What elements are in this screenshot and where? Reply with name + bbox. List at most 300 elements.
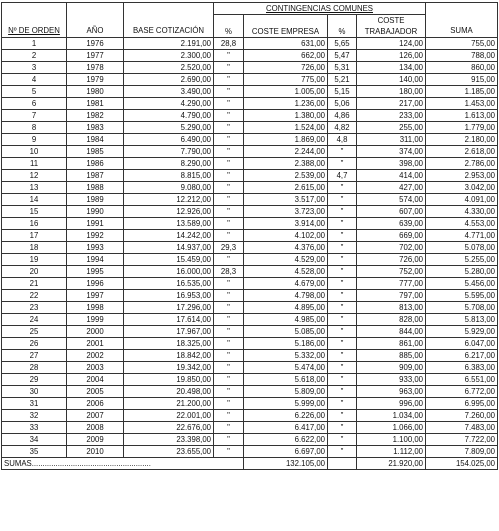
cell-coste-empresa: 775,00 (244, 74, 328, 86)
cell-suma: 1.779,00 (426, 122, 498, 134)
cell-coste-empresa: 3.517,00 (244, 194, 328, 206)
cell-coste-trabajador: 639,00 (357, 218, 426, 230)
cell-orden: 4 (2, 74, 67, 86)
cell-pct-empresa: " (214, 206, 244, 218)
cell-orden: 32 (2, 410, 67, 422)
cell-pct-trabajador: " (328, 302, 357, 314)
cell-suma: 5.595,00 (426, 290, 498, 302)
cell-pct-trabajador: " (328, 326, 357, 338)
cell-base: 2.300,00 (124, 50, 214, 62)
cell-pct-empresa: " (214, 74, 244, 86)
cell-pct-trabajador: " (328, 206, 357, 218)
cell-pct-empresa: " (214, 218, 244, 230)
table-row (2, 86, 498, 98)
cell-coste-empresa: 2.539,00 (244, 170, 328, 182)
cell-anio: 2010 (67, 446, 124, 458)
cell-pct-empresa: " (214, 386, 244, 398)
table-row (2, 314, 498, 326)
cell-coste-trabajador: 752,00 (357, 266, 426, 278)
cell-anio: 1982 (67, 110, 124, 122)
cell-coste-empresa: 5.085,00 (244, 326, 328, 338)
cell-base: 8.290,00 (124, 158, 214, 170)
cell-pct-trabajador: " (328, 446, 357, 458)
cell-base: 12.926,00 (124, 206, 214, 218)
cell-coste-empresa: 3.723,00 (244, 206, 328, 218)
cell-anio: 1987 (67, 170, 124, 182)
cell-coste-empresa: 5.999,00 (244, 398, 328, 410)
cell-suma: 4.091,00 (426, 194, 498, 206)
cell-suma: 6.383,00 (426, 362, 498, 374)
cell-coste-trabajador: 797,00 (357, 290, 426, 302)
cell-orden: 29 (2, 374, 67, 386)
cell-base: 15.459,00 (124, 254, 214, 266)
cell-coste-trabajador: 1.034,00 (357, 410, 426, 422)
cell-base: 17.967,00 (124, 326, 214, 338)
cell-base: 22.676,00 (124, 422, 214, 434)
cell-pct-trabajador: " (328, 194, 357, 206)
cell-orden: 19 (2, 254, 67, 266)
cell-pct-trabajador: 4,8 (328, 134, 357, 146)
cell-suma: 6.551,00 (426, 374, 498, 386)
cell-anio: 2005 (67, 386, 124, 398)
contingencias-sheet (1, 2, 498, 470)
cell-pct-trabajador: " (328, 290, 357, 302)
cell-base: 17.296,00 (124, 302, 214, 314)
cell-coste-trabajador: 374,00 (357, 146, 426, 158)
table-row (2, 62, 498, 74)
cell-pct-trabajador: " (328, 434, 357, 446)
cell-coste-trabajador: 861,00 (357, 338, 426, 350)
cell-base: 2.690,00 (124, 74, 214, 86)
table-row (2, 326, 498, 338)
cell-pct-trabajador: 5,21 (328, 74, 357, 86)
cell-orden: 14 (2, 194, 67, 206)
total-coste-trabajador: 21.920,00 (357, 458, 426, 470)
cell-orden: 17 (2, 230, 67, 242)
table-row (2, 182, 498, 194)
cell-pct-empresa: " (214, 362, 244, 374)
cell-base: 8.815,00 (124, 170, 214, 182)
cell-coste-trabajador: 777,00 (357, 278, 426, 290)
cell-base: 2.520,00 (124, 62, 214, 74)
col-header-pct-trabajador: % (328, 15, 357, 38)
table-row (2, 74, 498, 86)
cell-pct-empresa: " (214, 194, 244, 206)
cell-pct-empresa: " (214, 326, 244, 338)
cell-base: 3.490,00 (124, 86, 214, 98)
table-row (2, 158, 498, 170)
cell-coste-trabajador: 134,00 (357, 62, 426, 74)
cell-anio: 2004 (67, 374, 124, 386)
cell-coste-empresa: 1.869,00 (244, 134, 328, 146)
table-row (2, 218, 498, 230)
cell-coste-trabajador: 828,00 (357, 314, 426, 326)
cell-base: 17.614,00 (124, 314, 214, 326)
cell-coste-empresa: 6.417,00 (244, 422, 328, 434)
cell-orden: 31 (2, 398, 67, 410)
cell-pct-empresa: " (214, 374, 244, 386)
cell-anio: 1988 (67, 182, 124, 194)
cell-suma: 1.453,00 (426, 98, 498, 110)
cell-coste-trabajador: 1.100,00 (357, 434, 426, 446)
cell-anio: 1994 (67, 254, 124, 266)
cell-pct-empresa: " (214, 170, 244, 182)
cell-pct-empresa: " (214, 86, 244, 98)
cell-base: 7.790,00 (124, 146, 214, 158)
table-row (2, 266, 498, 278)
cell-coste-trabajador: 124,00 (357, 38, 426, 50)
cell-pct-trabajador: " (328, 254, 357, 266)
cell-base: 4.290,00 (124, 98, 214, 110)
table-body (2, 38, 498, 458)
cell-orden: 26 (2, 338, 67, 350)
cell-pct-trabajador: " (328, 398, 357, 410)
cell-base: 16.000,00 (124, 266, 214, 278)
cell-coste-trabajador: 702,00 (357, 242, 426, 254)
cell-coste-empresa: 5.186,00 (244, 338, 328, 350)
cell-anio: 2009 (67, 434, 124, 446)
cell-anio: 2000 (67, 326, 124, 338)
cell-suma: 5.456,00 (426, 278, 498, 290)
cell-pct-empresa: " (214, 434, 244, 446)
cell-coste-trabajador: 844,00 (357, 326, 426, 338)
cell-pct-empresa: " (214, 278, 244, 290)
cell-anio: 2002 (67, 350, 124, 362)
table-row (2, 374, 498, 386)
cell-pct-trabajador: " (328, 338, 357, 350)
cell-orden: 23 (2, 302, 67, 314)
cell-orden: 15 (2, 206, 67, 218)
cell-pct-empresa: " (214, 302, 244, 314)
cell-pct-empresa: " (214, 410, 244, 422)
cell-orden: 18 (2, 242, 67, 254)
totals-label: SUMAS....................................................... (2, 458, 244, 470)
cell-orden: 30 (2, 386, 67, 398)
cell-suma: 2.180,00 (426, 134, 498, 146)
col-header-coste-trabajador: COSTE TRABAJADOR (357, 15, 426, 38)
cell-orden: 28 (2, 362, 67, 374)
cell-pct-empresa: " (214, 158, 244, 170)
table-row (2, 290, 498, 302)
cell-coste-empresa: 2.388,00 (244, 158, 328, 170)
cell-anio: 2001 (67, 338, 124, 350)
cell-coste-trabajador: 909,00 (357, 362, 426, 374)
cell-coste-trabajador: 726,00 (357, 254, 426, 266)
cell-coste-trabajador: 427,00 (357, 182, 426, 194)
table-row (2, 170, 498, 182)
cell-coste-empresa: 662,00 (244, 50, 328, 62)
table-row (2, 254, 498, 266)
cell-pct-trabajador: 4,86 (328, 110, 357, 122)
cell-suma: 2.618,00 (426, 146, 498, 158)
cell-pct-trabajador: " (328, 158, 357, 170)
cell-coste-empresa: 1.524,00 (244, 122, 328, 134)
cell-suma: 5.280,00 (426, 266, 498, 278)
col-header-coste-empresa: COSTE EMPRESA (244, 15, 328, 38)
cell-suma: 5.929,00 (426, 326, 498, 338)
cell-anio: 1992 (67, 230, 124, 242)
cell-coste-trabajador: 233,00 (357, 110, 426, 122)
col-header-base: BASE COTIZACIÓN (124, 3, 214, 38)
table-row (2, 38, 498, 50)
cell-coste-empresa: 726,00 (244, 62, 328, 74)
cell-base: 18.325,00 (124, 338, 214, 350)
cell-suma: 7.722,00 (426, 434, 498, 446)
cell-suma: 788,00 (426, 50, 498, 62)
totals-row (2, 458, 498, 470)
cell-pct-empresa: " (214, 446, 244, 458)
cell-pct-trabajador: " (328, 146, 357, 158)
table-row (2, 230, 498, 242)
header-row-top (2, 3, 498, 15)
cell-suma: 860,00 (426, 62, 498, 74)
cell-coste-empresa: 4.679,00 (244, 278, 328, 290)
cell-coste-empresa: 4.985,00 (244, 314, 328, 326)
table-row (2, 410, 498, 422)
table-row (2, 434, 498, 446)
cell-pct-trabajador: " (328, 242, 357, 254)
cell-pct-empresa: " (214, 110, 244, 122)
contingencias-table (1, 2, 498, 470)
cell-coste-empresa: 4.895,00 (244, 302, 328, 314)
cell-coste-empresa: 6.226,00 (244, 410, 328, 422)
cell-pct-empresa: 28,8 (214, 38, 244, 50)
cell-coste-trabajador: 885,00 (357, 350, 426, 362)
cell-pct-empresa: " (214, 290, 244, 302)
cell-base: 16.535,00 (124, 278, 214, 290)
cell-anio: 1998 (67, 302, 124, 314)
total-coste-empresa: 132.105,00 (244, 458, 328, 470)
cell-orden: 21 (2, 278, 67, 290)
table-row (2, 302, 498, 314)
cell-orden: 9 (2, 134, 67, 146)
cell-suma: 6.217,00 (426, 350, 498, 362)
table-row (2, 446, 498, 458)
cell-base: 19.342,00 (124, 362, 214, 374)
cell-coste-empresa: 4.102,00 (244, 230, 328, 242)
col-header-orden: Nº DE ORDEN (2, 3, 67, 38)
cell-suma: 7.483,00 (426, 422, 498, 434)
cell-coste-trabajador: 180,00 (357, 86, 426, 98)
cell-orden: 7 (2, 110, 67, 122)
cell-pct-empresa: 28,3 (214, 266, 244, 278)
cell-pct-trabajador: 5,15 (328, 86, 357, 98)
table-row (2, 362, 498, 374)
cell-anio: 2007 (67, 410, 124, 422)
cell-coste-trabajador: 126,00 (357, 50, 426, 62)
cell-suma: 3.042,00 (426, 182, 498, 194)
table-row (2, 110, 498, 122)
cell-anio: 2003 (67, 362, 124, 374)
cell-pct-empresa: " (214, 230, 244, 242)
cell-base: 5.290,00 (124, 122, 214, 134)
cell-anio: 1997 (67, 290, 124, 302)
cell-pct-trabajador: 5,47 (328, 50, 357, 62)
cell-coste-trabajador: 1.066,00 (357, 422, 426, 434)
cell-anio: 1984 (67, 134, 124, 146)
cell-coste-empresa: 1.236,00 (244, 98, 328, 110)
cell-coste-trabajador: 996,00 (357, 398, 426, 410)
cell-pct-trabajador: 5,31 (328, 62, 357, 74)
cell-anio: 1989 (67, 194, 124, 206)
cell-suma: 5.813,00 (426, 314, 498, 326)
cell-pct-empresa: " (214, 254, 244, 266)
cell-coste-empresa: 631,00 (244, 38, 328, 50)
table-row (2, 134, 498, 146)
cell-coste-empresa: 4.798,00 (244, 290, 328, 302)
cell-coste-empresa: 5.618,00 (244, 374, 328, 386)
cell-orden: 35 (2, 446, 67, 458)
cell-coste-trabajador: 1.112,00 (357, 446, 426, 458)
cell-pct-empresa: " (214, 338, 244, 350)
cell-suma: 2.786,00 (426, 158, 498, 170)
table-row (2, 422, 498, 434)
cell-orden: 1 (2, 38, 67, 50)
cell-pct-trabajador: " (328, 278, 357, 290)
cell-orden: 3 (2, 62, 67, 74)
cell-suma: 4.330,00 (426, 206, 498, 218)
cell-suma: 7.260,00 (426, 410, 498, 422)
cell-anio: 1985 (67, 146, 124, 158)
cell-pct-trabajador: " (328, 218, 357, 230)
table-row (2, 386, 498, 398)
cell-coste-empresa: 2.615,00 (244, 182, 328, 194)
cell-base: 22.001,00 (124, 410, 214, 422)
cell-orden: 33 (2, 422, 67, 434)
cell-coste-trabajador: 574,00 (357, 194, 426, 206)
cell-base: 13.589,00 (124, 218, 214, 230)
cell-pct-trabajador: " (328, 374, 357, 386)
total-suma: 154.025,00 (426, 458, 498, 470)
table-row (2, 338, 498, 350)
cell-coste-trabajador: 963,00 (357, 386, 426, 398)
cell-pct-empresa: " (214, 398, 244, 410)
cell-suma: 4.553,00 (426, 218, 498, 230)
cell-base: 16.953,00 (124, 290, 214, 302)
total-empty-cell (328, 458, 357, 470)
cell-anio: 1996 (67, 278, 124, 290)
cell-suma: 6.772,00 (426, 386, 498, 398)
cell-anio: 1976 (67, 38, 124, 50)
cell-pct-empresa: " (214, 146, 244, 158)
cell-pct-empresa: " (214, 350, 244, 362)
group-header-contingencias: CONTINGENCIAS COMUNES (214, 3, 426, 15)
cell-coste-empresa: 1.005,00 (244, 86, 328, 98)
cell-coste-trabajador: 414,00 (357, 170, 426, 182)
cell-base: 14.242,00 (124, 230, 214, 242)
cell-coste-trabajador: 311,00 (357, 134, 426, 146)
cell-suma: 4.771,00 (426, 230, 498, 242)
cell-base: 21.200,00 (124, 398, 214, 410)
cell-pct-trabajador: " (328, 314, 357, 326)
cell-suma: 7.809,00 (426, 446, 498, 458)
cell-base: 14.937,00 (124, 242, 214, 254)
cell-pct-trabajador: 4,82 (328, 122, 357, 134)
table-row (2, 206, 498, 218)
cell-coste-trabajador: 217,00 (357, 98, 426, 110)
cell-pct-empresa: " (214, 182, 244, 194)
cell-pct-empresa: " (214, 422, 244, 434)
cell-orden: 5 (2, 86, 67, 98)
cell-base: 6.490,00 (124, 134, 214, 146)
cell-orden: 2 (2, 50, 67, 62)
cell-pct-trabajador: 5,65 (328, 38, 357, 50)
cell-anio: 1980 (67, 86, 124, 98)
table-row (2, 398, 498, 410)
cell-pct-trabajador: " (328, 230, 357, 242)
cell-coste-empresa: 4.529,00 (244, 254, 328, 266)
cell-anio: 1995 (67, 266, 124, 278)
cell-pct-empresa: " (214, 134, 244, 146)
cell-pct-trabajador: " (328, 410, 357, 422)
cell-coste-empresa: 4.376,00 (244, 242, 328, 254)
cell-coste-empresa: 4.528,00 (244, 266, 328, 278)
cell-pct-trabajador: " (328, 266, 357, 278)
cell-anio: 1993 (67, 242, 124, 254)
cell-suma: 1.185,00 (426, 86, 498, 98)
cell-base: 18.842,00 (124, 350, 214, 362)
cell-base: 20.498,00 (124, 386, 214, 398)
cell-coste-empresa: 3.914,00 (244, 218, 328, 230)
cell-coste-empresa: 6.697,00 (244, 446, 328, 458)
cell-orden: 25 (2, 326, 67, 338)
cell-coste-empresa: 5.474,00 (244, 362, 328, 374)
cell-orden: 20 (2, 266, 67, 278)
cell-anio: 1978 (67, 62, 124, 74)
cell-base: 2.191,00 (124, 38, 214, 50)
cell-orden: 11 (2, 158, 67, 170)
cell-anio: 1977 (67, 50, 124, 62)
cell-suma: 5.255,00 (426, 254, 498, 266)
cell-suma: 5.078,00 (426, 242, 498, 254)
cell-suma: 755,00 (426, 38, 498, 50)
cell-suma: 6.995,00 (426, 398, 498, 410)
cell-pct-trabajador: 4,7 (328, 170, 357, 182)
cell-anio: 1999 (67, 314, 124, 326)
cell-anio: 1981 (67, 98, 124, 110)
cell-coste-trabajador: 255,00 (357, 122, 426, 134)
cell-orden: 8 (2, 122, 67, 134)
cell-pct-trabajador: 5,06 (328, 98, 357, 110)
cell-suma: 1.613,00 (426, 110, 498, 122)
cell-coste-empresa: 6.622,00 (244, 434, 328, 446)
cell-orden: 10 (2, 146, 67, 158)
cell-coste-empresa: 1.380,00 (244, 110, 328, 122)
cell-coste-empresa: 2.244,00 (244, 146, 328, 158)
cell-coste-trabajador: 607,00 (357, 206, 426, 218)
table-row (2, 350, 498, 362)
table-row (2, 146, 498, 158)
cell-suma: 5.708,00 (426, 302, 498, 314)
cell-coste-trabajador: 813,00 (357, 302, 426, 314)
cell-base: 9.080,00 (124, 182, 214, 194)
cell-pct-trabajador: " (328, 386, 357, 398)
cell-orden: 22 (2, 290, 67, 302)
cell-orden: 13 (2, 182, 67, 194)
cell-pct-trabajador: " (328, 362, 357, 374)
cell-anio: 2006 (67, 398, 124, 410)
cell-orden: 24 (2, 314, 67, 326)
cell-anio: 2008 (67, 422, 124, 434)
cell-coste-trabajador: 398,00 (357, 158, 426, 170)
cell-anio: 1979 (67, 74, 124, 86)
cell-anio: 1986 (67, 158, 124, 170)
cell-suma: 2.953,00 (426, 170, 498, 182)
cell-coste-trabajador: 933,00 (357, 374, 426, 386)
cell-anio: 1990 (67, 206, 124, 218)
cell-orden: 27 (2, 350, 67, 362)
cell-anio: 1983 (67, 122, 124, 134)
